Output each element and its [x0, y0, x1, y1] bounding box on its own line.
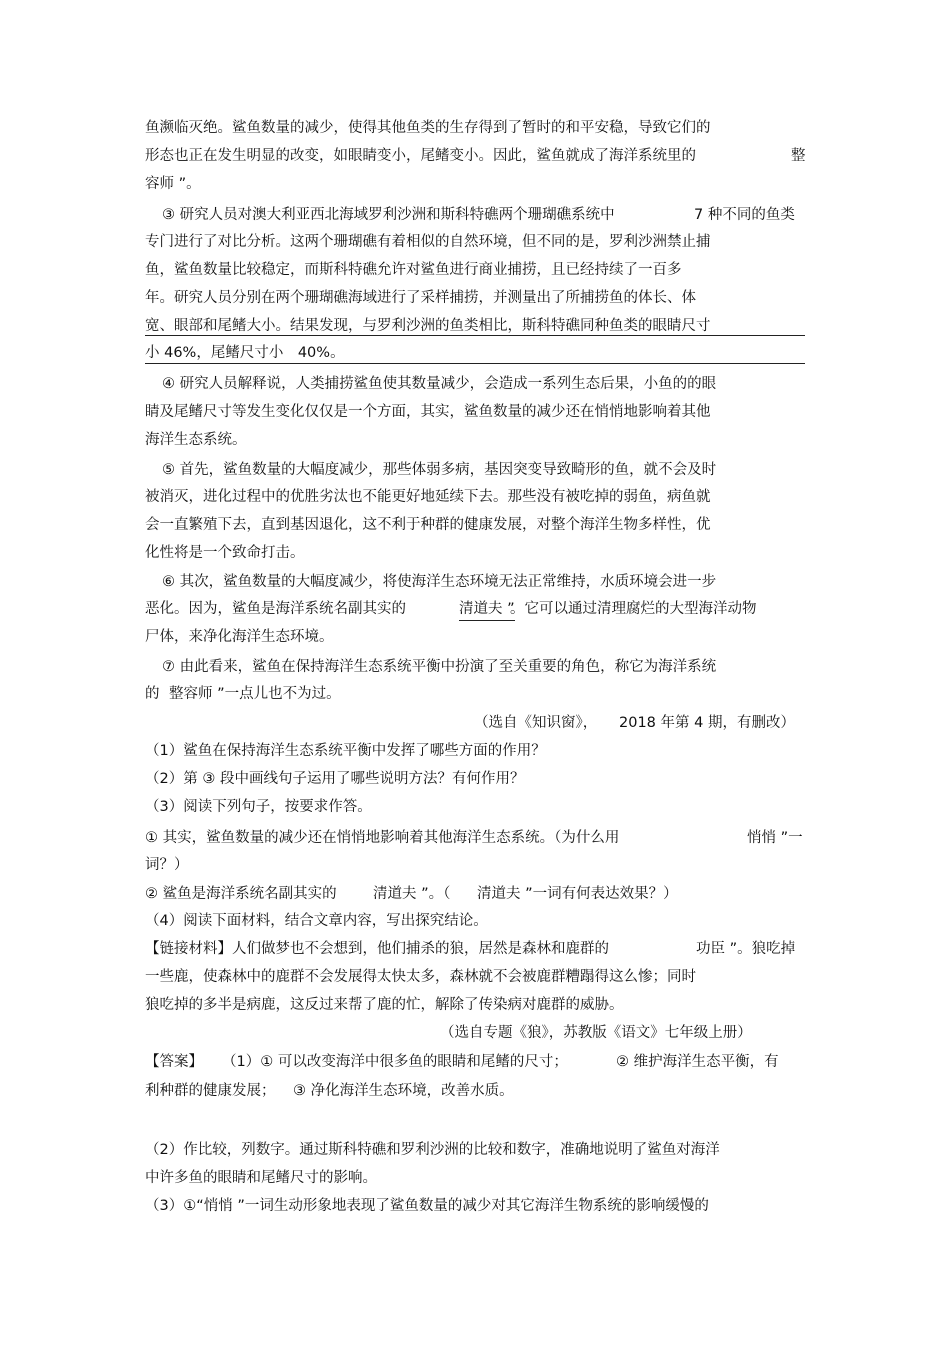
text-line: 整 [791, 148, 806, 164]
text-line: 7 种不同的鱼类 [694, 207, 795, 223]
answer-1: ② 维护海洋生态平衡，有 [616, 1054, 779, 1070]
source-note: （选自专题《狼》，苏教版《语文》七年级上册） [440, 1025, 752, 1041]
text-line: ⑥ 其次，鲨鱼数量的大幅度减少，将使海洋生态环境无法正常维持，水质环境会进一步 [162, 574, 717, 590]
question-3-item-1: ① 其实，鲨鱼数量的减少还在悄悄地影响着其他海洋生态系统。（为什么用 [145, 830, 620, 846]
source-note: 2018 年第 4 期，有删改） [619, 715, 795, 731]
linked-material: 功臣 ”。狼吃掉 [696, 941, 796, 957]
answer-3: （3）①“悄悄 ”一词生动形象地表现了鲨鱼数量的减少对其它海洋生物系统的影响缓慢的 [145, 1198, 709, 1214]
text-line: 睛及尾鳍尺寸等发生变化仅仅是一个方面，其实，鲨鱼数量的减少还在悄悄地影响着其他 [145, 404, 711, 420]
question-3: （3）阅读下列句子，按要求作答。 [145, 799, 372, 815]
underline-rule [145, 335, 805, 336]
answer-1: ③ 净化海洋生态环境，改善水质。 [293, 1083, 514, 1099]
text-line: 鱼，鲨鱼数量比较稳定，而斯科特礁允许对鲨鱼进行商业捕捞，且已经持续了一百多 [145, 262, 682, 278]
question-3-item-2: 清道夫 ”。（ [373, 886, 451, 902]
text-line: 化性将是一个致命打击。 [145, 545, 305, 561]
text-line: 整容师 ”一点儿也不为过。 [169, 686, 341, 702]
text-line: 的 [145, 686, 160, 702]
text-line: 恶化。因为，鲨鱼是海洋系统名副其实的 [145, 601, 406, 617]
linked-material: 【链接材料】人们做梦也不会想到，他们捕杀的狼，居然是森林和鹿群的 [145, 941, 609, 957]
text-line: 海洋生态系统。 [145, 432, 247, 448]
text-line: ⑤ 首先，鲨鱼数量的大幅度减少，那些体弱多病，基因突变导致畸形的鱼，就不会及时 [162, 462, 717, 478]
text-line: 被消灭，进化过程中的优胜劣汰也不能更好地延续下去。那些没有被吃掉的弱鱼，病鱼就 [145, 489, 711, 505]
text-line: ⑦ 由此看来，鲨鱼在保持海洋生态系统平衡中扮演了至关重要的角色，称它为海洋系统 [162, 659, 717, 675]
text-line: 鱼濒临灭绝。鲨鱼数量的减少，使得其他鱼类的生存得到了暂时的和平安稳，导致它们的 [145, 120, 711, 136]
underlined-sentence: 宽、眼部和尾鳍大小。结果发现，与罗利沙洲的鱼类相比，斯科特礁同种鱼类的眼睛尺寸 [145, 318, 711, 334]
underline-rule [145, 363, 805, 364]
linked-material: 狼吃掉的多半是病鹿，这反过来帮了鹿的忙，解除了传染病对鹿群的威胁。 [145, 997, 624, 1013]
question-2: （2）第 ③ 段中画线句子运用了哪些说明方法？有何作用？ [145, 771, 525, 787]
source-note: （选自《知识窗》， [474, 715, 598, 731]
text-line: 容师 ”。 [145, 176, 201, 192]
answer-1: 利种群的健康发展； [145, 1083, 276, 1099]
answer-1: （1）① 可以改变海洋中很多鱼的眼睛和尾鳍的尺寸； [222, 1054, 568, 1070]
question-3-item-2: 清道夫 ”一词有何表达效果？） [477, 886, 678, 902]
underlined-sentence: 小 46%，尾鳍尺寸小 40%。 [145, 345, 345, 361]
question-3-item-1: 悄悄 ”一 [747, 830, 803, 846]
answer-2: 中许多鱼的眼睛和尾鳍尺寸的影响。 [145, 1170, 377, 1186]
text-line: 年。研究人员分别在两个珊瑚礁海域进行了采样捕捞，并测量出了所捕捞鱼的体长、体 [145, 290, 696, 306]
linked-material: 一些鹿，使森林中的鹿群不会发展得太快太多，森林就不会被鹿群糟蹋得这么惨；同时 [145, 969, 696, 985]
answer-label: 【答案】 [145, 1054, 203, 1070]
text-line: ③ 研究人员对澳大利亚西北海域罗利沙洲和斯科特礁两个珊瑚礁系统中 [162, 207, 615, 223]
question-3-item-1: 词？） [145, 857, 189, 873]
text-line: 清道夫 ” [459, 599, 515, 621]
text-line: 专门进行了对比分析。这两个珊瑚礁有着相似的自然环境，但不同的是，罗利沙洲禁止捕 [145, 234, 711, 250]
question-4: （4）阅读下面材料，结合文章内容，写出探究结论。 [145, 913, 488, 929]
question-3-item-2: ② 鲨鱼是海洋系统名副其实的 [145, 886, 337, 902]
text-line: 会一直繁殖下去，直到基因退化，这不利于种群的健康发展，对整个海洋生物多样性，优 [145, 517, 711, 533]
text-line: ④ 研究人员解释说，人类捕捞鲨鱼使其数量减少，会造成一系列生态后果，小鱼的的眼 [162, 376, 717, 392]
text-line: 形态也正在发生明显的改变，如眼睛变小，尾鳍变小。因此，鲨鱼就成了海洋系统里的 [145, 148, 696, 164]
question-1: （1）鲨鱼在保持海洋生态系统平衡中发挥了哪些方面的作用？ [145, 743, 546, 759]
text-line: 尸体，来净化海洋生态环境。 [145, 629, 334, 645]
answer-2: （2）作比较，列数字。通过斯科特礁和罗利沙洲的比较和数字，准确地说明了鲨鱼对海洋 [145, 1142, 720, 1158]
text-line: 。它可以通过清理腐烂的大型海洋动物 [510, 601, 757, 617]
